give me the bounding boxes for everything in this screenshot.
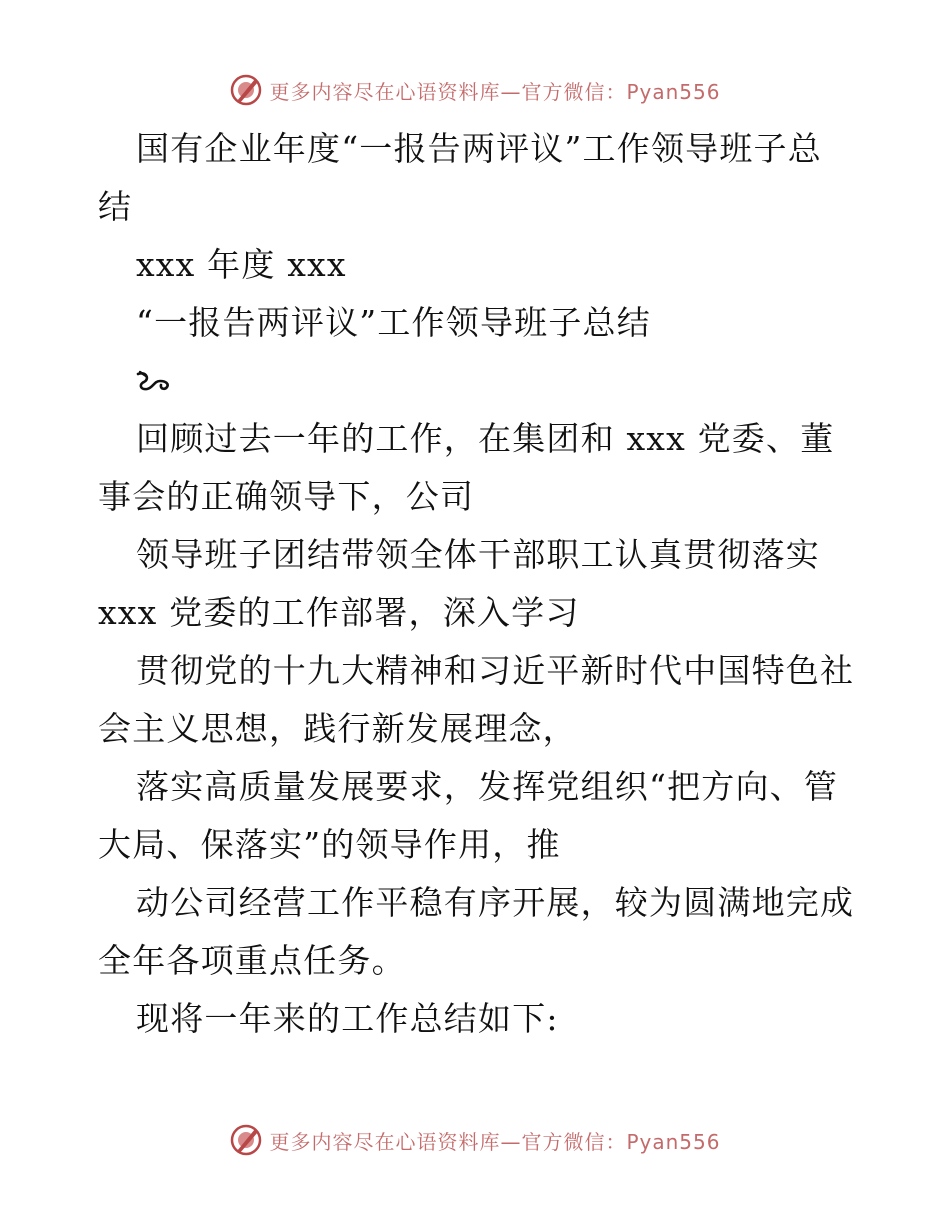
pen-logo-icon [229, 1123, 263, 1157]
doc-line: 大局、保落实”的领导作用，推 [98, 825, 561, 864]
pen-logo-icon [229, 73, 263, 107]
doc-line: 结 [98, 187, 133, 226]
doc-line: 会主义思想，践行新发展理念， [98, 709, 577, 748]
doc-line: “一报告两评议”工作领导班子总结 [136, 303, 651, 342]
doc-line: 回顾过去一年的工作，在集团和 xxx 党委、董 [136, 419, 835, 458]
watermark-text: 更多内容尽在心语资料库—官方微信：Pyan556 [269, 1129, 721, 1154]
doc-line: 事会的正确领导下，公司 [98, 477, 475, 516]
ornament-row [98, 352, 853, 410]
watermark-text: 更多内容尽在心语资料库—官方微信：Pyan556 [269, 79, 721, 104]
doc-line: 现将一年来的工作总结如下: [136, 999, 559, 1038]
doc-line: xxx 党委的工作部署，深入学习 [98, 593, 580, 632]
doc-line: 国有企业年度“一报告两评议”工作领导班子总 [136, 129, 822, 168]
header-watermark [0, 70, 950, 110]
scroll-ornament-icon [136, 369, 172, 393]
doc-line: 全年各项重点任务。 [98, 941, 406, 980]
doc-line: 落实高质量发展要求，发挥党组织“把方向、管 [136, 767, 839, 806]
doc-line: xxx 年度 xxx [136, 245, 347, 284]
footer-watermark [0, 1120, 950, 1160]
document-body [98, 120, 853, 1048]
doc-line: 动公司经营工作平稳有序开展，较为圆满地完成 [136, 883, 855, 922]
doc-line: 领导班子团结带领全体干部职工认真贯彻落实 [136, 535, 820, 574]
doc-line: 贯彻党的十九大精神和习近平新时代中国特色社 [136, 651, 855, 690]
